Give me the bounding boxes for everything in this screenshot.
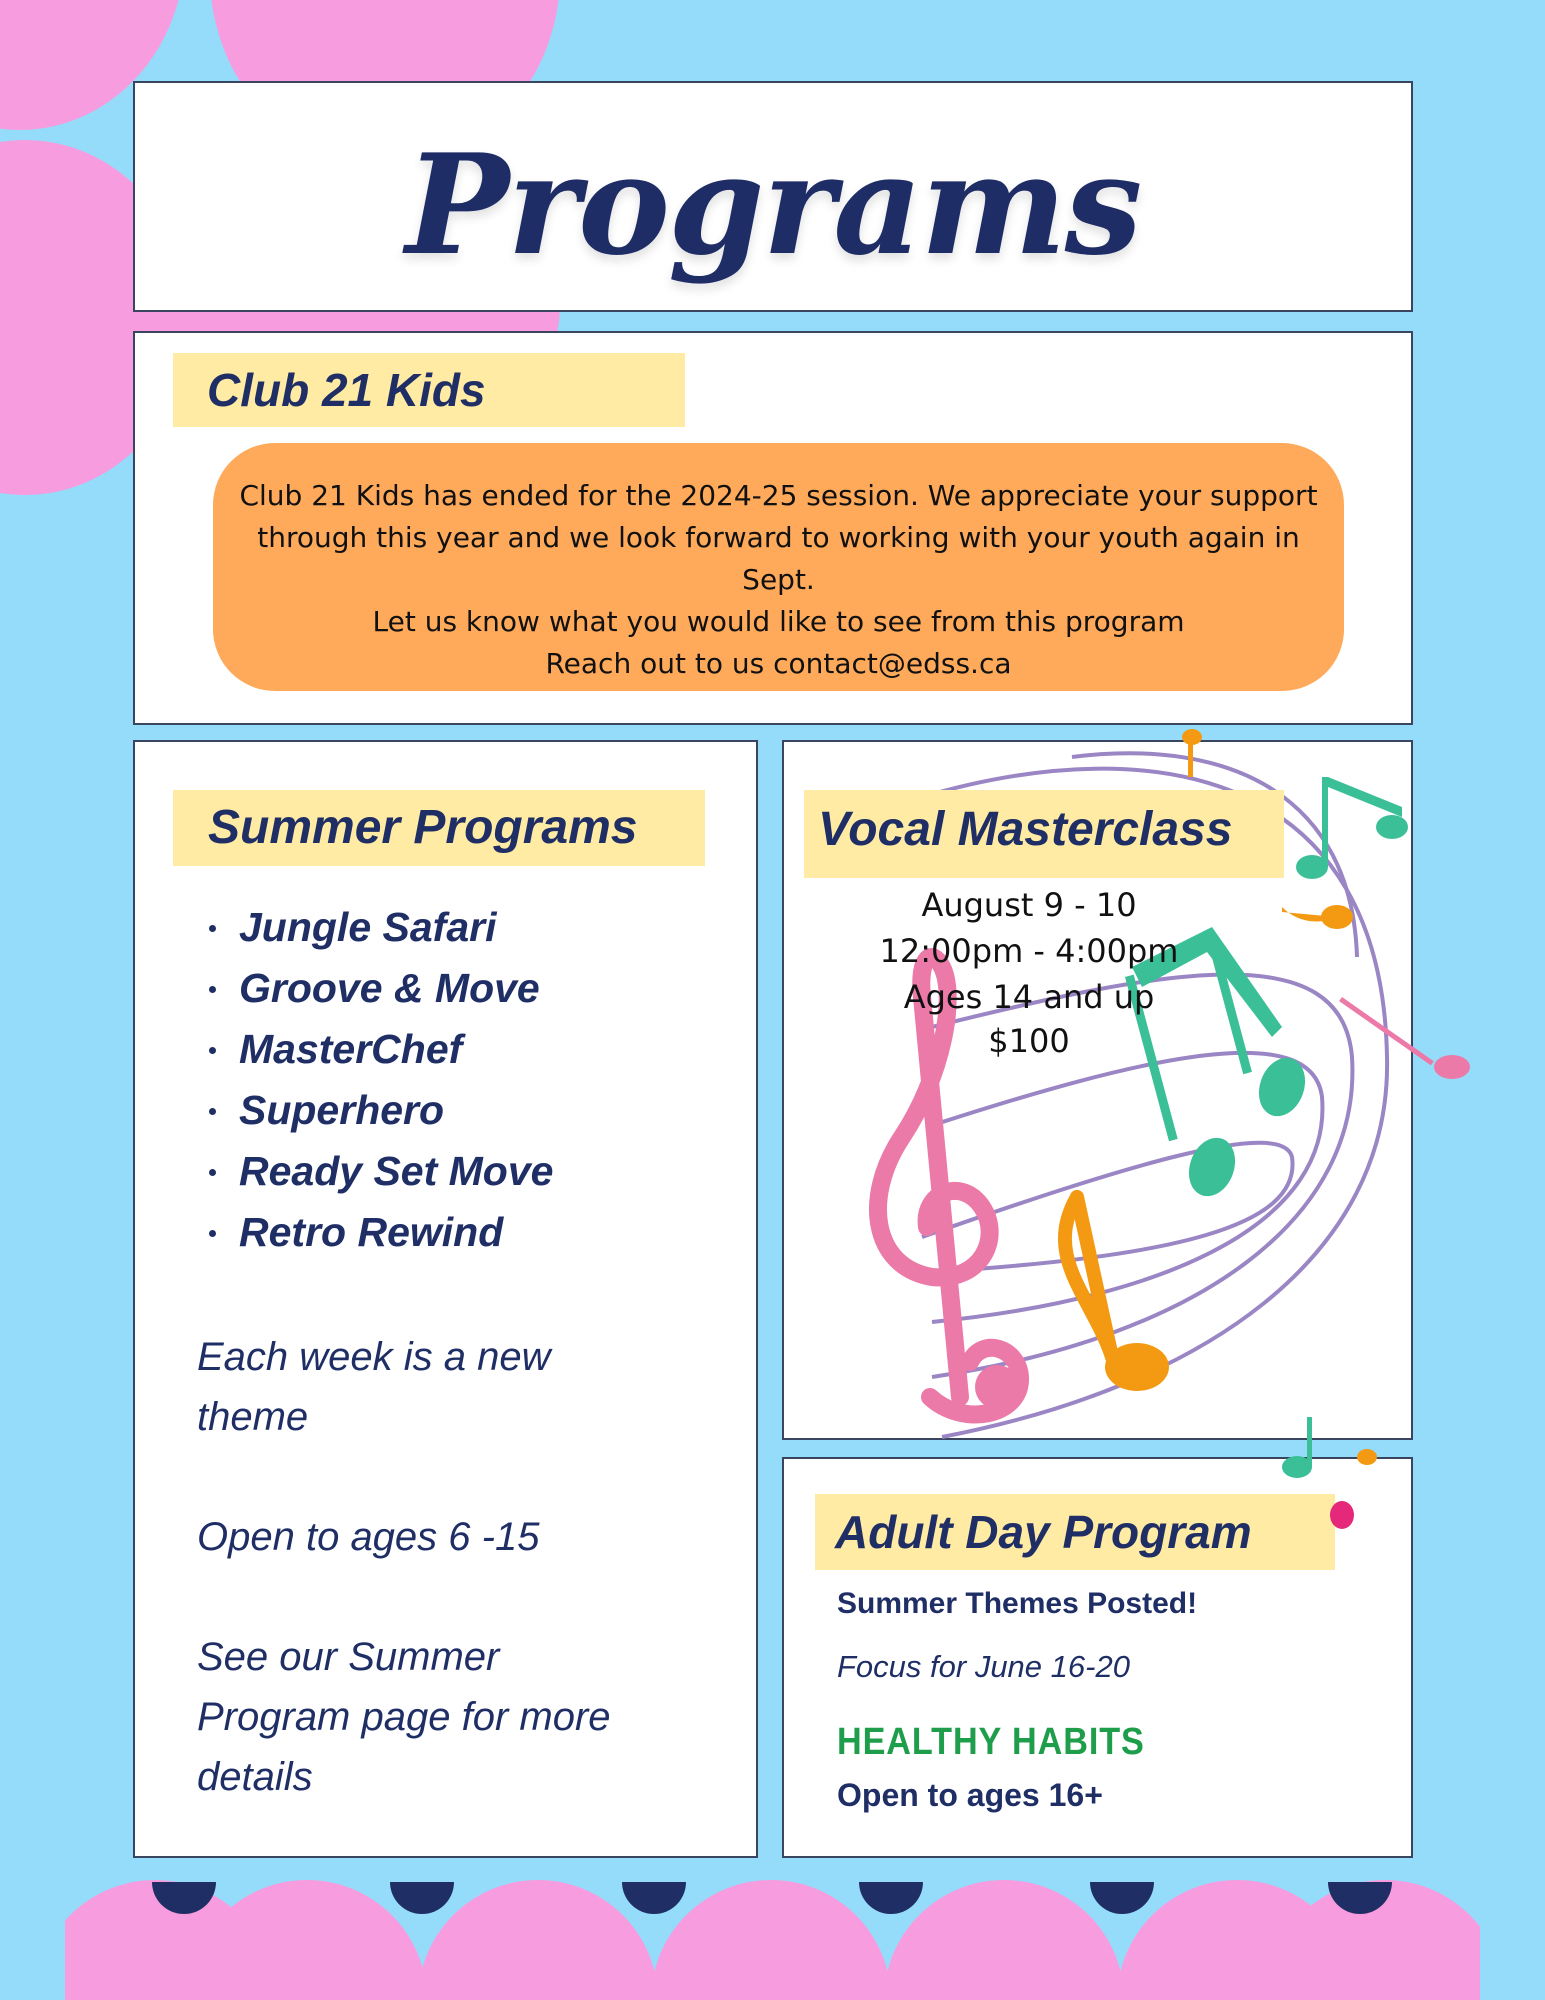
vocal-dates: August 9 - 10 [921, 886, 1137, 924]
notice-line: Let us know what you would like to see from this program [372, 605, 1185, 638]
club21-heading: Club 21 Kids [173, 353, 685, 427]
adult-ages: Open to ages 16+ [837, 1777, 1103, 1813]
summer-note-weekly: Each week is a new theme [197, 1335, 551, 1439]
notice-line: through this year and we look forward to working with your youth again in [257, 521, 1300, 554]
list-item: Ready Set Move [239, 1141, 553, 1202]
adult-panel [782, 1457, 1413, 1858]
club21-panel [133, 331, 1413, 725]
notice-line: Club 21 Kids has ended for the 2024-25 session. We appreciate your support [239, 479, 1318, 512]
summer-note-ages: Open to ages 6 -15 [197, 1515, 540, 1559]
notice-line: Reach out to us contact@edss.ca [545, 647, 1012, 680]
club21-notice [213, 443, 1344, 691]
adult-subheading: Summer Themes Posted! [837, 1587, 1198, 1620]
summer-program-list [239, 897, 553, 1263]
list-item: Superhero [239, 1080, 553, 1141]
list-item: Groove & Move [239, 958, 553, 1019]
adult-theme: HEALTHY HABITS [837, 1721, 1145, 1763]
list-item: MasterChef [239, 1019, 553, 1080]
page-title: Programs [405, 123, 1141, 286]
vocal-ages: Ages 14 and up [903, 978, 1155, 1016]
summer-panel [133, 740, 758, 1858]
vocal-time: 12:00pm - 4:00pm [879, 932, 1179, 970]
adult-heading: Adult Day Program [815, 1494, 1335, 1570]
vocal-panel [782, 740, 1413, 1440]
summer-heading: Summer Programs [173, 790, 705, 866]
list-item: Jungle Safari [239, 897, 553, 958]
title-panel [133, 81, 1413, 312]
list-item: Retro Rewind [239, 1202, 553, 1263]
bottom-scallop-band [65, 1880, 1480, 2000]
notice-line: Sept. [742, 563, 815, 596]
vocal-heading: Vocal Masterclass [804, 790, 1284, 878]
vocal-price: $100 [988, 1022, 1070, 1060]
adult-focus: Focus for June 16-20 [837, 1649, 1130, 1684]
summer-note-details: See our Summer Program page for more details [197, 1635, 611, 1799]
